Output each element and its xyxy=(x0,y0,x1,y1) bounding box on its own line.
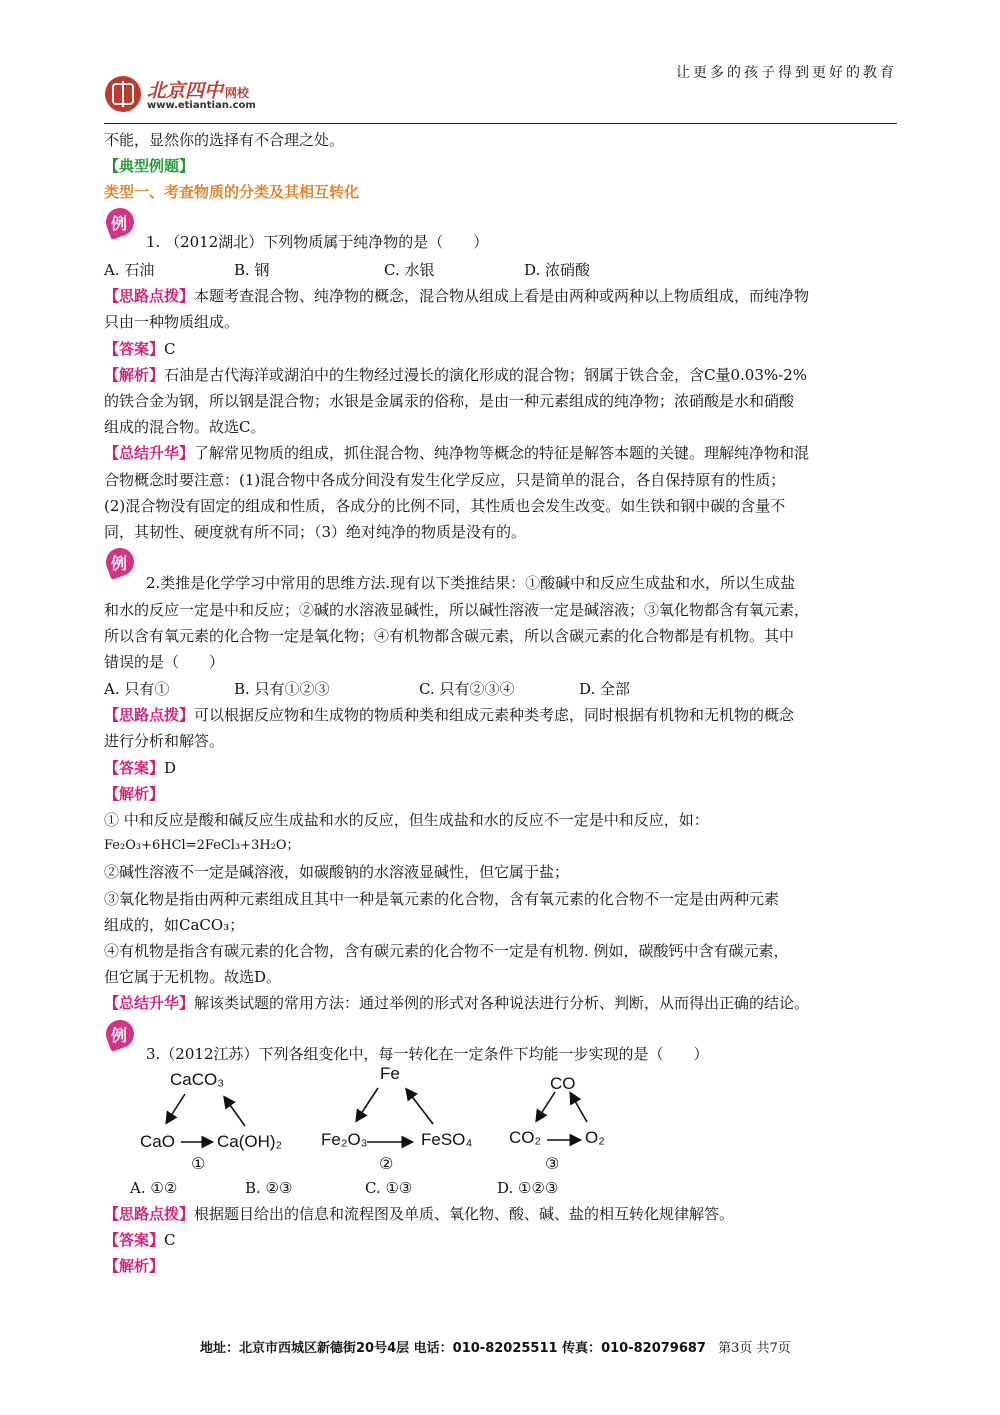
group-3-number: ③ xyxy=(545,1154,560,1173)
node-feso4: FeSO₄ xyxy=(421,1130,473,1149)
q2-analysis-tag: 【解析】 xyxy=(104,785,165,803)
text-line: 的铁合金为钢，所以钢是混合物；水银是金属汞的俗称，是由一种元素组成的纯净物；浓硝酸是水和硝酸 xyxy=(104,392,795,410)
node-fe2o3: Fe₂O₃ xyxy=(321,1130,368,1149)
equation-line: Fe₂O₃+6HCl=2FeCl₃+3H₂O； xyxy=(104,838,300,853)
q3-answer: 【答案】C xyxy=(104,1231,176,1249)
node-co: CO xyxy=(550,1074,576,1093)
q1-summary: 【总结升华】了解常见物质的组成，抓住混合物、纯净物等概念的特征是解答本题的关键。理解纯净物和混 xyxy=(104,444,810,462)
text-line: 合物概念时要注意：(1)混合物中各成分间没有发生化学反应，只是简单的混合，各自保持原有的性质； xyxy=(104,471,786,489)
text-line: ④有机物是指含有碳元素的化合物，含有碳元素的化合物不一定是有机物. 例如，碳酸钙中含有碳元素， xyxy=(104,942,789,960)
q1-answer: 【答案】C xyxy=(104,340,176,358)
question-3: 3.（2012江苏）下列各组变化中，每一转化在一定条件下均能一步实现的是（ ） xyxy=(146,1045,709,1063)
question-2: 2.类推是化学学习中常用的思维方法.现有以下类推结果：①酸碱中和反应生成盐和水，所以生成盐 xyxy=(146,574,796,592)
q2-summary: 【总结升华】解该类试题的常用方法：通过举例的形式对各种说法进行分析、判断，从而得出正确的结论。 xyxy=(104,994,810,1012)
text-line: 但它属于无机物。故选D。 xyxy=(104,968,282,986)
text-line: ③氧化物是指由两种元素组成且其中一种是氧元素的化合物，含有氧元素的化合物不一定是由两种元素 xyxy=(104,890,780,908)
text-line: ① 中和反应是酸和碱反应生成盐和水的反应，但生成盐和水的反应不一定是中和反应，如： xyxy=(104,811,709,829)
text-line: 错误的是（ ） xyxy=(104,653,225,671)
footer-address: 地址：北京市西城区新德街20号4层 电话：010-82025511 传真：010-82079687 xyxy=(200,1341,706,1356)
text-line: 和水的反应一定是中和反应；②碱的水溶液显碱性，所以碱性溶液一定是碱溶液；③氧化物都含有氧元素， xyxy=(104,601,810,619)
text-line: 进行分析和解答。 xyxy=(104,732,225,750)
question-2-options: A. 只有① B. 只有①②③ C. 只有②③④ D. 全部 xyxy=(104,680,631,698)
text-line: 组成的，如CaCO₃； xyxy=(104,916,245,934)
footer-page-number: 第3页 共7页 xyxy=(718,1341,791,1356)
node-co2: CO₂ xyxy=(509,1128,542,1147)
logo-emblem-icon xyxy=(105,76,141,112)
text-line: (2)混合物没有固定的组成和性质，各成分的比例不同，其性质也会发生改变。如生铁和钢中碳的含量不 xyxy=(104,497,786,515)
q2-hint: 【思路点拨】可以根据反应物和生成物的物质种类和组成元素种类考虑，同时根据有机物和无机物的概念 xyxy=(104,706,795,724)
logo-name: 北京四中 网校 xyxy=(147,80,250,102)
question-3-options: A. ①② B. ②③ C. ①③ D. ①②③ xyxy=(130,1179,559,1197)
example-badge-icon: 例 xyxy=(106,548,136,576)
section-heading: 【典型例题】 xyxy=(104,157,195,175)
text-line: 组成的混合物。故选C。 xyxy=(104,418,266,436)
header-slogan: 让更多的孩子得到更好的教育 xyxy=(676,65,897,81)
q2-answer: 【答案】D xyxy=(104,759,177,777)
text-line: 同，其韧性、硬度就有所不同；（3）绝对纯净的物质是没有的。 xyxy=(104,523,527,541)
q3-hint: 【思路点拨】根据题目给出的信息和流程图及单质、氧化物、酸、碱、盐的相互转化规律解答。 xyxy=(104,1205,735,1223)
school-logo[interactable] xyxy=(105,76,305,116)
node-o2: O₂ xyxy=(585,1128,605,1147)
question-1-options: A. 石油 B. 钢 C. 水银 D. 浓硝酸 xyxy=(104,261,591,279)
group-2-number: ② xyxy=(379,1154,394,1173)
group-1-number: ① xyxy=(191,1154,206,1173)
page-footer xyxy=(200,1337,791,1356)
text-line: 只由一种物质组成。 xyxy=(104,313,240,331)
text-line: 不能，显然你的选择有不合理之处。 xyxy=(104,131,345,149)
q1-hint: 【思路点拨】本题考查混合物、纯净物的概念，混合物从组成上看是由两种或两种以上物质组成，而纯净物 xyxy=(104,287,810,305)
question-1: 1. （2012湖北）下列物质属于纯净物的是（ ） xyxy=(146,233,489,251)
header-divider xyxy=(104,123,897,124)
text-line: ②碱性溶液不一定是碱溶液，如碳酸钠的水溶液显碱性，但它属于盐； xyxy=(104,863,570,881)
logo-url: www.etiantian.com xyxy=(147,100,256,111)
node-fe: Fe xyxy=(380,1064,400,1083)
example-badge-icon: 例 xyxy=(106,208,136,236)
node-caoh2: Ca(OH)₂ xyxy=(217,1132,283,1151)
text-line: 所以含有氧元素的化合物一定是氧化物；④有机物都含碳元素，所以含碳元素的化合物都是有机物。其中 xyxy=(104,627,795,645)
example-badge-icon: 例 xyxy=(106,1020,136,1048)
q3-analysis-tag: 【解析】 xyxy=(104,1257,165,1275)
type-heading: 类型一、考查物质的分类及其相互转化 xyxy=(104,183,360,201)
node-caco3: CaCO₃ xyxy=(170,1070,225,1089)
q1-analysis: 【解析】石油是古代海洋或湖泊中的生物经过漫长的演化形成的混合物；钢属于铁合金，含C量0.03%-2% xyxy=(104,366,808,384)
node-cao: CaO xyxy=(140,1132,175,1151)
